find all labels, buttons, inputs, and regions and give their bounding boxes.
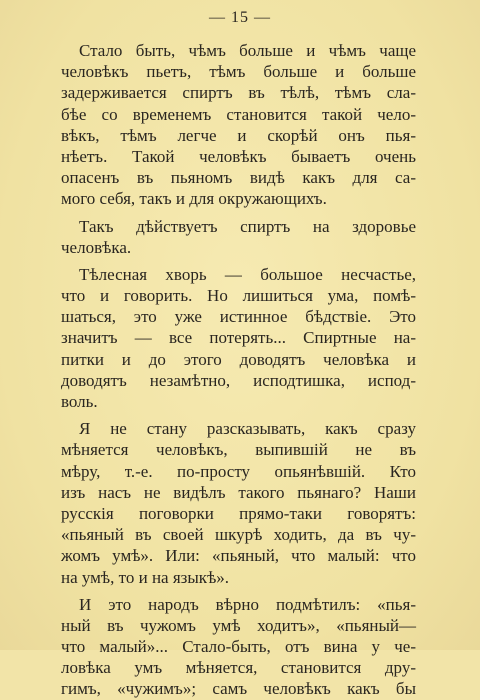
text-line: человѣкъ пьетъ, тѣмъ больше и больше — [61, 62, 416, 82]
text-line: что и говорить. Но лишиться ума, помѣ- — [61, 286, 416, 306]
text-line: Такъ дѣйствуетъ спиртъ на здоровье — [79, 216, 416, 236]
paragraph — [61, 216, 416, 258]
text-line: русскія поговорки прямо-таки говорятъ: — [61, 503, 416, 523]
text-line: И это народъ вѣрно подмѣтилъ: «пья- — [79, 594, 416, 614]
text-line: ный въ чужомъ умѣ ходитъ», «пьяный— — [61, 615, 416, 635]
text-line: доводятъ незамѣтно, исподтишка, испод- — [61, 370, 416, 390]
text-line: человѣка. — [61, 237, 132, 257]
text-line: мѣняется человѣкъ, выпившій не въ — [61, 440, 416, 460]
text-line: на умѣ, то и на языкѣ». — [61, 567, 230, 587]
body-text — [61, 40, 416, 700]
text-line: питки и до этого доводятъ человѣка и — [61, 349, 416, 369]
paragraph — [61, 594, 416, 700]
text-line: «пьяный въ своей шкурѣ ходить, да въ чу- — [61, 525, 416, 545]
text-line: опасенъ въ пьяномъ видѣ какъ для са- — [61, 168, 416, 188]
text-line: значитъ — все потерять... Спиртные на- — [61, 328, 416, 348]
text-line: мого себя, такъ и для окружающихъ. — [61, 189, 327, 209]
text-line: изъ насъ не видѣлъ такого пьянаго? Наши — [61, 482, 416, 502]
text-line: Тѣлесная хворь — большое несчастье, — [79, 264, 416, 284]
text-line: воль. — [61, 392, 98, 411]
text-line: вѣкъ, тѣмъ легче и скорѣй онъ пья- — [61, 125, 416, 145]
text-line: бѣе со временемъ становится такой чело- — [61, 104, 416, 124]
text-line: жомъ умѣ». Или: «пьяный, что малый: что — [61, 546, 416, 566]
text-line: что малый»... Стало-быть, отъ вина у че- — [61, 637, 416, 657]
text-line: задерживается спиртъ въ тѣлѣ, тѣмъ сла- — [61, 83, 416, 103]
text-line: нѣетъ. Такой человѣкъ бываетъ очень — [61, 146, 416, 166]
page-number: — 15 — — [209, 9, 271, 26]
text-line: Я не стану разсказывать, какъ сразу — [79, 419, 416, 439]
text-line: Стало быть, чѣмъ больше и чѣмъ чаще — [79, 41, 416, 60]
paragraph — [61, 264, 416, 412]
text-line: гимъ, «чужимъ»; самъ человѣкъ какъ бы — [61, 679, 416, 699]
text-line: ловѣка умъ мѣняется, становится дру- — [61, 658, 416, 678]
paragraph — [61, 40, 416, 210]
text-line: мѣру, т.-е. по-просту опьянѣвшій. Кто — [61, 461, 416, 481]
paragraph — [61, 418, 416, 588]
text-line: шаться, это уже истинное бѣдствіе. Это — [61, 307, 416, 327]
